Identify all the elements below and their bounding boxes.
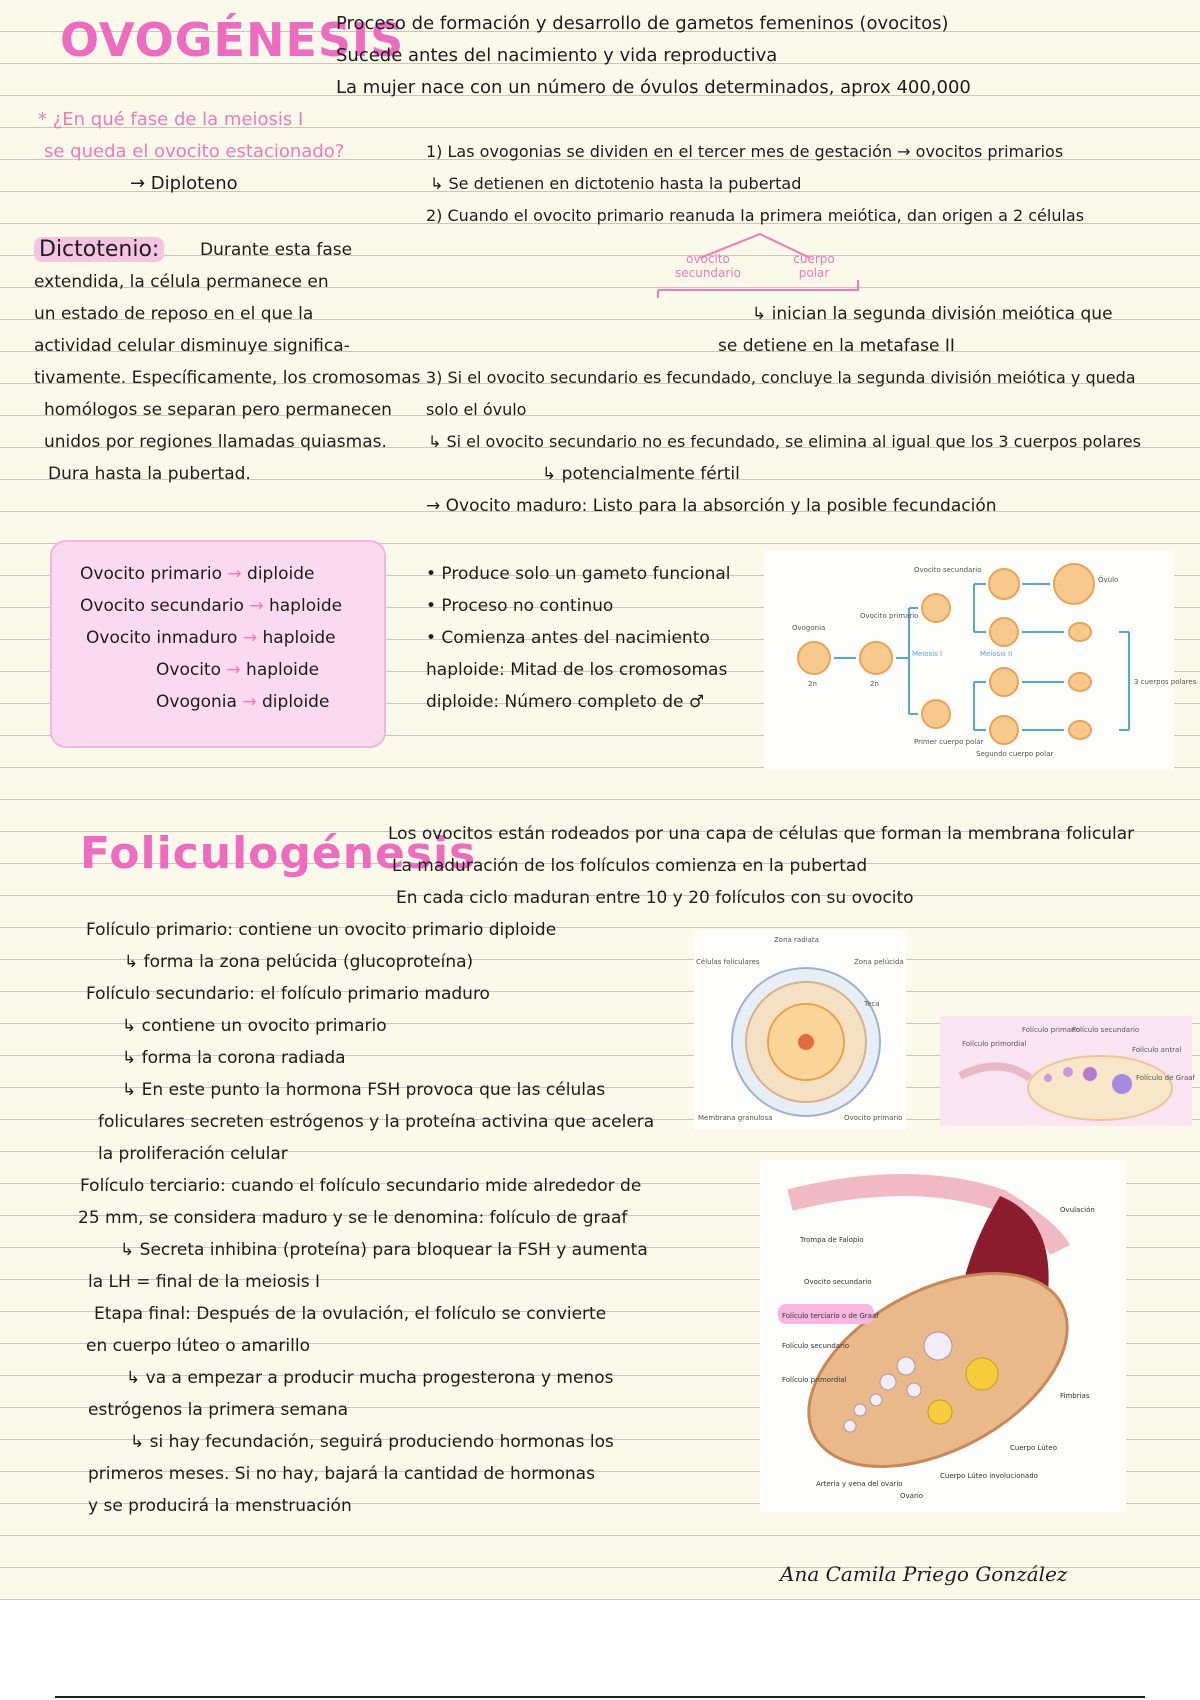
fig3-lut: Cuerpo Lúteo bbox=[1010, 1444, 1058, 1452]
fig3-lut-inv: Cuerpo Lúteo involucionado bbox=[940, 1472, 1038, 1480]
fig3-secundario: Folículo secundario bbox=[782, 1342, 850, 1350]
step-2: 2) Cuando el ovocito primario reanuda la primera meiótica, dan origen a 2 células bbox=[426, 206, 1085, 225]
folic-line: Folículo primario: contiene un ovocito primario diploide bbox=[86, 920, 557, 940]
fig1-teca: Teca bbox=[864, 1000, 880, 1008]
fig2-graaf: Folículo de Graaf bbox=[1136, 1074, 1196, 1082]
question-answer: → Diploteno bbox=[130, 173, 238, 194]
step-3e: → Ovocito maduro: Listo para la absorción y la posible fecundación bbox=[426, 496, 997, 516]
ploidy-arrow: → bbox=[242, 628, 258, 648]
fig1-celulas: Células foliculares bbox=[696, 958, 760, 966]
ovary-ovulation-figure bbox=[760, 1160, 1126, 1512]
bullet-item: haploide: Mitad de los cromosomas bbox=[426, 660, 728, 680]
folic-line: ↳ Secreta inhibina (proteína) para bloquear la FSH y aumenta bbox=[120, 1240, 648, 1260]
label-ovocito-secundario: Ovocito secundario bbox=[914, 566, 982, 574]
dictotenio-term bbox=[34, 236, 164, 264]
dictotenio-line: actividad celular disminuye significa- bbox=[34, 336, 350, 356]
follicle-stages-figure bbox=[940, 1016, 1196, 1126]
fig2-primario: Folículo primario bbox=[1022, 1026, 1081, 1034]
fig1-zona-pel: Zona pelúcida bbox=[854, 958, 904, 966]
fig3-trompa: Trompa de Falopio bbox=[800, 1236, 864, 1244]
bottom-rule bbox=[55, 1696, 1145, 1698]
ploidy-arrow: → bbox=[227, 564, 242, 584]
fig3-ovulacion: Ovulación bbox=[1060, 1206, 1095, 1214]
ploidy-row bbox=[156, 690, 329, 714]
folic-intro: Los ovocitos están rodeados por una capa de células que forman la membrana folicular bbox=[388, 824, 1135, 844]
folic-line: ↳ En este punto la hormona FSH provoca que las células bbox=[122, 1080, 606, 1100]
foliculogenesis-title: Foliculogénesis bbox=[80, 828, 477, 879]
ploidy-cell: Ovocito primario bbox=[80, 564, 222, 584]
step-3b: solo el óvulo bbox=[426, 400, 527, 419]
label-primer-cp: Primer cuerpo polar bbox=[914, 738, 984, 746]
dictotenio-term-label: Dictotenio: bbox=[34, 237, 164, 262]
dictotenio-line: Durante esta fase bbox=[200, 240, 353, 260]
dictotenio-line: extendida, la célula permanece en bbox=[34, 272, 329, 292]
step-2b: ↳ inician la segunda división meiótica que bbox=[752, 304, 1113, 324]
step-3d: ↳ potencialmente fértil bbox=[542, 464, 740, 484]
author-signature: Ana Camila Priego González bbox=[780, 1562, 1068, 1586]
fig3-ovario: Ovario bbox=[900, 1492, 924, 1500]
dictotenio-line: un estado de reposo en el que la bbox=[34, 304, 314, 324]
follicle-section-figure bbox=[694, 930, 906, 1130]
dictotenio-line: homólogos se separan pero permanecen bbox=[44, 400, 392, 420]
folic-line: ↳ contiene un ovocito primario bbox=[122, 1016, 387, 1036]
branch-left: ovocito secundario bbox=[674, 252, 742, 280]
folic-line: ↳ si hay fecundación, seguirá produciendo hormonas los bbox=[130, 1432, 614, 1452]
ploidy-row bbox=[156, 658, 319, 682]
bullet-item: • Comienza antes del nacimiento bbox=[426, 628, 710, 648]
ploidy-row bbox=[80, 562, 314, 586]
question-line: * ¿En qué fase de la meiosis I bbox=[38, 109, 304, 130]
label-2n: 2n bbox=[870, 680, 879, 688]
label-ovulo: Óvulo bbox=[1098, 576, 1119, 584]
folic-line: estrógenos la primera semana bbox=[88, 1400, 349, 1420]
label-cuerpos-polares: 3 cuerpos polares bbox=[1134, 678, 1197, 686]
folic-line: ↳ va a empezar a producir mucha progesterona y menos bbox=[126, 1368, 614, 1388]
ploidy-cell: Ovocito bbox=[156, 660, 221, 680]
ploidy-arrow: → bbox=[242, 692, 257, 712]
ploidy-type: haploide bbox=[262, 628, 336, 648]
ovogenesis-title: OVOGÉNESIS bbox=[60, 13, 405, 67]
fig1-zona: Zona radiata bbox=[774, 936, 819, 944]
fig2-antral: Folículo antral bbox=[1132, 1046, 1182, 1054]
fig3-graaf: Folículo terciario o de Graaf bbox=[782, 1312, 879, 1320]
label-meiosis1: Meiosis I bbox=[912, 650, 943, 658]
folic-line: en cuerpo lúteo o amarillo bbox=[86, 1336, 310, 1356]
intro-line: Proceso de formación y desarrollo de gametos femeninos (ovocitos) bbox=[336, 13, 949, 34]
bullet-item: • Proceso no continuo bbox=[426, 596, 614, 616]
folic-line: ↳ forma la corona radiada bbox=[122, 1048, 346, 1068]
ploidy-arrow: → bbox=[226, 660, 241, 680]
ploidy-cell: Ovocito secundario bbox=[80, 596, 244, 616]
ploidy-row bbox=[86, 626, 336, 650]
label-segundo-cp: Segundo cuerpo polar bbox=[976, 750, 1054, 758]
label-2n: 2n bbox=[808, 680, 817, 688]
step-1b: ↳ Se detienen en dictotenio hasta la pubertad bbox=[430, 174, 802, 193]
ploidy-type: haploide bbox=[268, 596, 343, 616]
folic-line: y se producirá la menstruación bbox=[88, 1496, 352, 1516]
fig2-secundario: Folículo secundario bbox=[1072, 1026, 1140, 1034]
bullet-item: diploide: Número completo de ♂ bbox=[426, 692, 705, 712]
intro-line: La mujer nace con un número de óvulos determinados, aprox 400,000 bbox=[336, 77, 971, 98]
branch-right: cuerpo polar bbox=[793, 252, 835, 280]
bullet-item: • Produce solo un gameto funcional bbox=[426, 564, 731, 584]
step-2c: se detiene en la metafase II bbox=[718, 336, 955, 356]
folic-line: Folículo secundario: el folículo primario maduro bbox=[86, 984, 490, 1004]
folic-line: 25 mm, se considera maduro y se le denomina: folículo de graaf bbox=[78, 1208, 628, 1228]
step-1a: 1) Las ovogonias se dividen en el tercer mes de gestación → ovocitos primarios bbox=[426, 142, 1064, 161]
folic-line: Etapa final: Después de la ovulación, el folículo se convierte bbox=[94, 1304, 607, 1324]
ploidy-cell: Ovogonia bbox=[156, 692, 237, 712]
label-ovogonia: Ovogonia bbox=[792, 624, 826, 632]
fig3-arteria: Arteria y vena del ovario bbox=[816, 1480, 903, 1488]
step-3a: 3) Si el ovocito secundario es fecundado, concluye la segunda división meiótica y queda bbox=[426, 368, 1136, 387]
fig1-membrana: Membrana granulosa bbox=[698, 1114, 773, 1122]
step-3c: ↳ Si el ovocito secundario no es fecundado, se elimina al igual que los 3 cuerpos polares bbox=[428, 432, 1141, 451]
folic-line: la proliferación celular bbox=[98, 1144, 288, 1164]
folic-line: ↳ forma la zona pelúcida (glucoproteína) bbox=[124, 952, 474, 972]
question-line: se queda el ovocito estacionado? bbox=[44, 141, 345, 162]
dictotenio-line: tivamente. Específicamente, los cromosomas bbox=[34, 368, 421, 388]
fig3-primordial: Folículo primordial bbox=[782, 1376, 847, 1384]
ploidy-type: diploide bbox=[262, 692, 330, 712]
ploidy-arrow: → bbox=[249, 596, 264, 616]
fig2-primordial: Folículo primordial bbox=[962, 1040, 1027, 1048]
ploidy-type: haploide bbox=[246, 660, 320, 680]
fig3-ovocito-sec: Ovocito secundario bbox=[804, 1278, 872, 1286]
ploidy-row bbox=[80, 594, 342, 618]
folic-line: primeros meses. Si no hay, bajará la cantidad de hormonas bbox=[88, 1464, 595, 1484]
meiosis-diagram bbox=[764, 550, 1197, 770]
fig3-fimbrias: Fimbrias bbox=[1060, 1392, 1090, 1400]
ploidy-cell: Ovocito inmaduro bbox=[86, 628, 238, 648]
dictotenio-line: Dura hasta la pubertad. bbox=[48, 464, 251, 484]
ploidy-type: diploide bbox=[247, 564, 315, 584]
intro-line: Sucede antes del nacimiento y vida reproductiva bbox=[336, 45, 778, 66]
fig1-ovocito: Ovocito primario bbox=[844, 1114, 903, 1122]
label-meiosis2: Meiosis II bbox=[980, 650, 1013, 658]
dictotenio-line: unidos por regiones llamadas quiasmas. bbox=[44, 432, 387, 452]
label-ovocito-primario: Ovocito primario bbox=[860, 612, 919, 620]
folic-intro: En cada ciclo maduran entre 10 y 20 folículos con su ovocito bbox=[396, 888, 914, 908]
folic-line: Folículo terciario: cuando el folículo secundario mide alrededor de bbox=[80, 1176, 642, 1196]
folic-intro: La maduración de los folículos comienza en la pubertad bbox=[392, 856, 868, 876]
folic-line: foliculares secreten estrógenos y la proteína activina que acelera bbox=[98, 1112, 655, 1132]
folic-line: la LH = final de la meiosis I bbox=[88, 1272, 321, 1292]
